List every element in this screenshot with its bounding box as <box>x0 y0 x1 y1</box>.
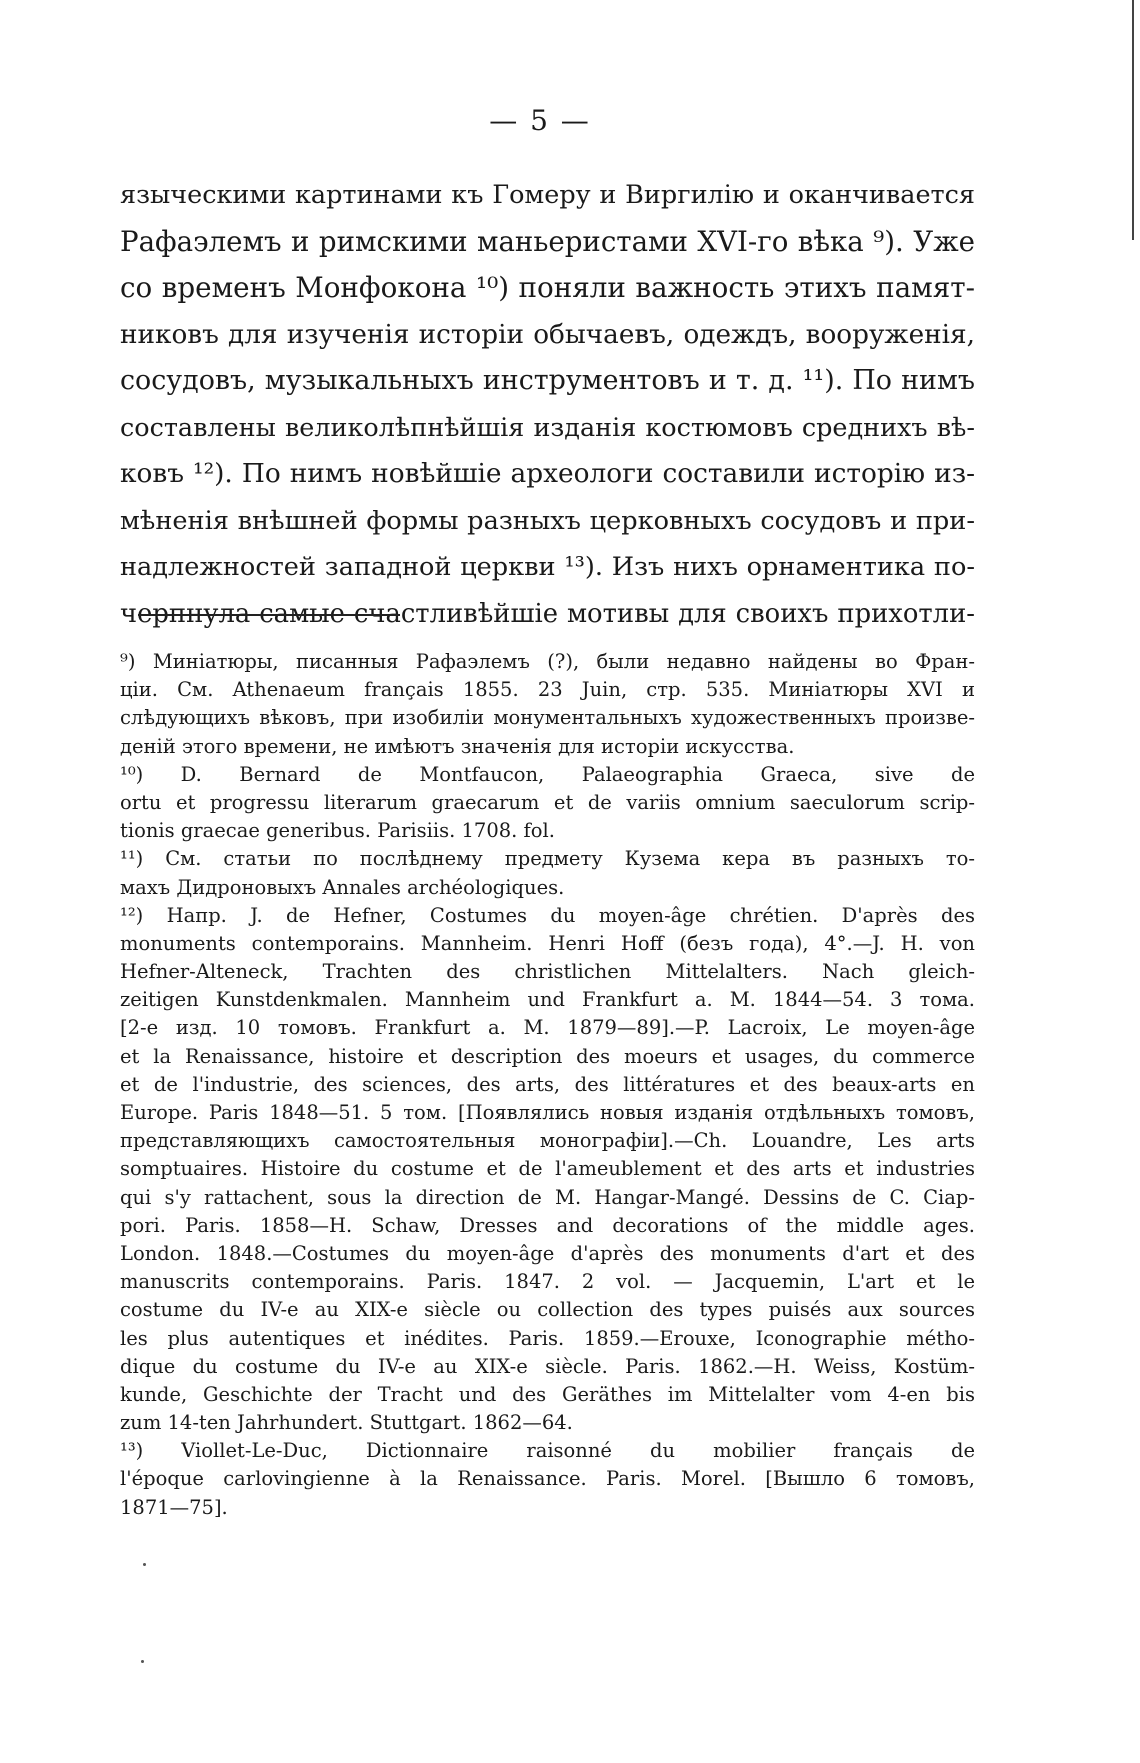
scan-edge-line <box>1132 0 1134 240</box>
footnote-line: ortu et progressu literarum graecarum et de variis omnium saeculorum scrip- <box>120 790 975 814</box>
footnote-line: махъ Дидроновыхъ Annales archéologiques. <box>120 875 565 899</box>
text-line: Рафаэлемъ и римскими маньеристами XVI-го вѣка ⁹). Уже <box>120 224 975 258</box>
text-line: черпнула самые счастливѣйшіе мотивы для своихъ прихотли- <box>120 598 975 629</box>
footnotes <box>120 648 975 1522</box>
footnote-line: costume du IV-e au XIX-e siècle ou collection des types puisés aux sources <box>120 1298 975 1322</box>
footnote-line: London. 1848.—Costumes du moyen-âge d'après des monuments d'art et des <box>120 1241 975 1265</box>
text-line: со временъ Монфокона ¹⁰) поняли важность этихъ памят- <box>120 271 975 304</box>
footnote-line: ціи. См. Athenaeum français 1855. 23 Juin, стр. 535. Миніатюры XVI и <box>120 678 975 702</box>
footnote-line: qui s'y rattachent, sous la direction de M. Hangar-Mangé. Dessins de C. Ciap- <box>120 1185 975 1209</box>
footnote-line: manuscrits contemporains. Paris. 1847. 2 vol. — Jacquemin, L'art et le <box>120 1270 975 1294</box>
text-line: мѣненія внѣшней формы разныхъ церковныхъ сосудовъ и при- <box>120 505 975 536</box>
footnote-line: представляющихъ самостоятельныя монографіи].—Ch. Louandre, Les arts <box>120 1129 975 1153</box>
scan-speck <box>143 1563 146 1566</box>
text-line: сосудовъ, музыкальныхъ инструментовъ и т. д. ¹¹). По нимъ <box>120 365 975 396</box>
footnote-line: zum 14-ten Jahrhundert. Stuttgart. 1862—64. <box>120 1411 573 1435</box>
page-number: — 5 — <box>489 104 591 137</box>
footnote-line: les plus autentiques et inédites. Paris. 1859.—Erouxe, Iconographie métho- <box>120 1326 975 1350</box>
footnote-line: ⁹) Миніатюры, писанныя Рафаэлемъ (?), были недавно найдены во Фран- <box>120 650 975 673</box>
footnote-line: деній этого времени, не имѣютъ значенія для исторіи искусства. <box>120 734 795 758</box>
footnote-line: Europe. Paris 1848—51. 5 том. [Появлялись новыя изданія отдѣльныхъ томовъ, <box>120 1101 975 1124</box>
footnote-line: zeitigen Kunstdenkmalen. Mannheim und Frankfurt a. M. 1844—54. 3 тома. <box>120 988 975 1012</box>
footnote-line: l'époque carlovingienne à la Renaissance. Paris. Morel. [Вышло 6 томовъ, <box>120 1467 975 1491</box>
scan-speck <box>141 1660 144 1663</box>
text-line: никовъ для изученія исторіи обычаевъ, одеждъ, вооруженія, <box>120 319 975 350</box>
footnote-line: tionis graecae generibus. Parisiis. 1708. fol. <box>120 819 555 843</box>
footnote-line: ¹²) Напр. J. de Hefner, Costumes du moyen-âge chrétien. D'après des <box>120 903 975 927</box>
text-line: языческими картинами къ Гомеру и Виргилію и оканчивается <box>120 180 975 210</box>
footnote-line: monuments contemporains. Mannheim. Henri Hoff (безъ года), 4°.—J. H. von <box>120 931 975 955</box>
footnote-line: kunde, Geschichte der Tracht und des Geräthes im Mittelalter vom 4-en bis <box>120 1382 975 1406</box>
footnote-line: Hefner-Alteneck, Trachten des christlichen Mittelalters. Nach gleich- <box>120 960 975 984</box>
footnote-line: et de l'industrie, des sciences, des arts, des littératures et des beaux-arts en <box>120 1072 975 1096</box>
footnote-line: ¹¹) См. статьи по послѣднему предмету Кузема кера въ разныхъ то- <box>120 847 975 871</box>
footnote-line: dique du costume du IV-e au XIX-e siècle. Paris. 1862.—H. Weiss, Kostüm- <box>120 1354 975 1378</box>
footnote-line: ¹³) Viollet-Le-Duc, Dictionnaire raisonné du mobilier français de <box>120 1439 975 1463</box>
footnote-line: et la Renaissance, histoire et description des moeurs et usages, du commerce <box>120 1044 975 1068</box>
footnote-line: pori. Paris. 1858—H. Schaw, Dresses and decorations of the middle ages. <box>120 1213 975 1237</box>
footnote-line: слѣдующихъ вѣковъ, при изобиліи монументальныхъ художественныхъ произве- <box>120 706 975 730</box>
footnote-line: somptuaires. Histoire du costume et de l'ameublement et des arts et industries <box>120 1157 975 1181</box>
footnote-line: ¹⁰) D. Bernard de Montfaucon, Palaeographia Graeca, sive de <box>120 762 975 786</box>
footnote-line: 1871—75]. <box>120 1495 228 1519</box>
footnote-line: [2-е изд. 10 томовъ. Frankfurt a. M. 1879—89].—P. Lacroix, Le moyen-âge <box>120 1016 975 1040</box>
footnote-separator <box>138 614 400 616</box>
text-line: составлены великолѣпнѣйшія изданія костюмовъ среднихъ вѣ- <box>120 412 975 443</box>
text-line: надлежностей западной церкви ¹³). Изъ нихъ орнаментика по- <box>120 552 975 582</box>
main-paragraph <box>120 172 975 637</box>
text-line: ковъ ¹²). По нимъ новѣйшіе археологи составили исторію из- <box>120 459 975 489</box>
